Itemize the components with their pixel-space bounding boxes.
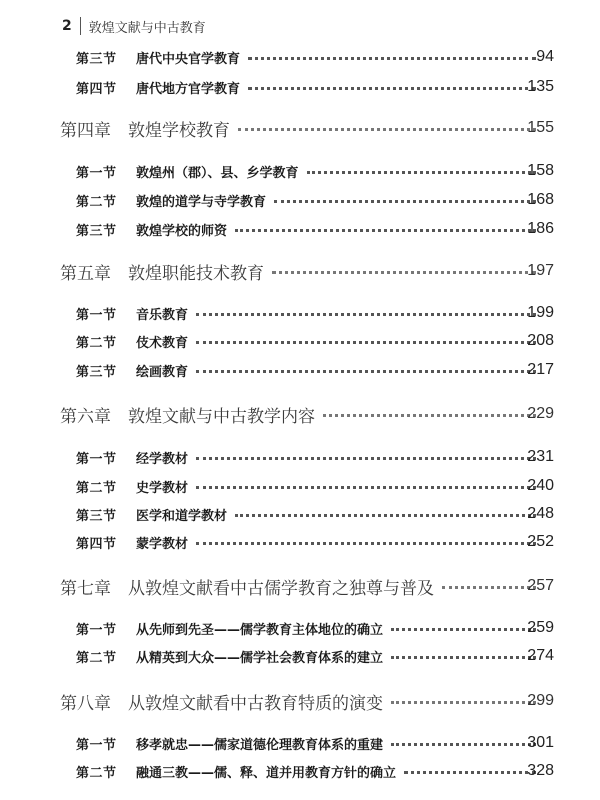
section-title-line [136, 533, 542, 552]
section-title: 从精英到大众——儒学社会教育体系的建立 [136, 650, 384, 666]
chapter-title-line [128, 689, 542, 714]
section-label: 第三节 [76, 508, 117, 524]
section-title: 史学教材 [136, 480, 189, 496]
section-label: 第一节 [76, 307, 117, 323]
section-label: 第二节 [76, 194, 117, 210]
dot-leader [391, 627, 536, 631]
chapter-title-line [128, 259, 542, 284]
dot-leader [196, 312, 536, 316]
page-number: 135 [527, 78, 554, 95]
toc-section-entry[interactable] [0, 46, 600, 68]
section-label: 第二节 [76, 335, 117, 351]
toc-chapter-entry[interactable] [0, 258, 600, 284]
section-label: 第三节 [76, 223, 117, 239]
chapter-title-line [128, 116, 542, 141]
dot-leader [391, 655, 536, 659]
page-number: 168 [527, 191, 554, 208]
page-number: 94 [536, 48, 554, 65]
toc-section-entry[interactable] [0, 732, 600, 754]
section-title: 敦煌州（郡）、县、乡学教育 [136, 165, 299, 181]
toc-section-entry[interactable] [0, 330, 600, 352]
toc-chapter-entry[interactable] [0, 573, 600, 599]
page-number: 155 [527, 119, 554, 136]
section-label: 第一节 [76, 737, 117, 753]
toc-section-entry[interactable] [0, 302, 600, 324]
dot-leader [196, 485, 536, 489]
section-title-line [136, 505, 542, 524]
section-title-line [136, 619, 542, 638]
section-title: 唐代地方官学教育 [136, 81, 241, 97]
page-number: 229 [527, 405, 554, 422]
section-label: 第一节 [76, 165, 117, 181]
section-label: 第四节 [76, 536, 117, 552]
page-number: 231 [527, 448, 554, 465]
dot-leader [196, 369, 536, 373]
page-number: 259 [527, 619, 554, 636]
page-number: 208 [527, 332, 554, 349]
section-title: 唐代中央官学教育 [136, 51, 241, 67]
page-number: 199 [527, 304, 554, 321]
toc-section-entry[interactable] [0, 76, 600, 98]
section-label: 第三节 [76, 51, 117, 67]
page-number: 328 [527, 762, 554, 779]
dot-leader [391, 700, 536, 704]
toc-chapter-entry[interactable] [0, 401, 600, 427]
section-title-line [136, 477, 542, 496]
toc-section-entry[interactable] [0, 645, 600, 667]
page-number: 186 [527, 220, 554, 237]
page-number: 301 [527, 734, 554, 751]
header-page-number: 2 [62, 18, 72, 34]
section-title-line [136, 647, 542, 666]
section-title-line [136, 448, 542, 467]
dot-leader [391, 742, 536, 746]
chapter-title: 从敦煌文献看中古儒学教育之独尊与普及 [128, 578, 434, 599]
dot-leader [442, 585, 536, 589]
toc-section-entry[interactable] [0, 531, 600, 553]
section-title: 敦煌学校的师资 [136, 223, 228, 239]
chapter-label: 第六章 [60, 406, 111, 427]
chapter-label: 第五章 [60, 263, 111, 284]
chapter-title: 敦煌文献与中古教学内容 [128, 406, 315, 427]
toc-section-entry[interactable] [0, 359, 600, 381]
dot-leader [404, 770, 536, 774]
section-label: 第一节 [76, 451, 117, 467]
page-number: 257 [527, 577, 554, 594]
section-title-line [136, 762, 542, 781]
chapter-label: 第七章 [60, 578, 111, 599]
chapter-title: 从敦煌文献看中古教育特质的演变 [128, 693, 383, 714]
section-label: 第一节 [76, 622, 117, 638]
page-number: 299 [527, 692, 554, 709]
dot-leader [196, 456, 536, 460]
dot-leader [196, 340, 536, 344]
dot-leader [196, 541, 536, 545]
dot-leader [274, 199, 536, 203]
section-title: 移孝就忠——儒家道德伦理教育体系的重建 [136, 737, 384, 753]
section-title: 绘画教育 [136, 364, 189, 380]
dot-leader [248, 86, 536, 90]
toc-section-entry[interactable] [0, 760, 600, 782]
chapter-label: 第四章 [60, 120, 111, 141]
dot-leader [235, 513, 536, 517]
section-title-line [136, 48, 542, 67]
page-number: 158 [527, 162, 554, 179]
section-title-line [136, 78, 542, 97]
section-title: 经学教材 [136, 451, 189, 467]
page-number: 252 [527, 533, 554, 550]
toc-section-entry[interactable] [0, 446, 600, 468]
section-title: 从先师到先圣——儒学教育主体地位的确立 [136, 622, 384, 638]
section-label: 第三节 [76, 364, 117, 380]
section-title: 敦煌的道学与寺学教育 [136, 194, 267, 210]
toc-section-entry[interactable] [0, 189, 600, 211]
section-title: 融通三教——儒、释、道并用教育方针的确立 [136, 765, 397, 781]
chapter-title: 敦煌学校教育 [128, 120, 230, 141]
toc-section-entry[interactable] [0, 617, 600, 639]
page-number: 240 [527, 477, 554, 494]
chapter-title-line [128, 402, 542, 427]
dot-leader [307, 170, 536, 174]
dot-leader [272, 270, 536, 274]
chapter-label: 第八章 [60, 693, 111, 714]
section-title: 医学和道学教材 [136, 508, 228, 524]
toc-section-entry[interactable] [0, 160, 600, 182]
dot-leader [235, 228, 536, 232]
toc-section-entry[interactable] [0, 218, 600, 240]
toc-chapter-entry[interactable] [0, 115, 600, 141]
toc-section-entry[interactable] [0, 503, 600, 525]
page-number: 217 [527, 361, 554, 378]
section-title-line [136, 162, 542, 181]
toc-section-entry[interactable] [0, 475, 600, 497]
section-title: 音乐教育 [136, 307, 189, 323]
section-title-line [136, 191, 542, 210]
page-number: 197 [527, 262, 554, 279]
toc-chapter-entry[interactable] [0, 688, 600, 714]
section-title-line [136, 220, 542, 239]
dot-leader [323, 413, 536, 417]
dot-leader [248, 56, 536, 60]
page-number: 248 [527, 505, 554, 522]
section-title-line [136, 361, 542, 380]
section-title-line [136, 304, 542, 323]
dot-leader [238, 127, 536, 131]
section-label: 第四节 [76, 81, 117, 97]
header-book-title: 敦煌文献与中古教育 [88, 20, 206, 36]
section-label: 第二节 [76, 480, 117, 496]
section-label: 第二节 [76, 650, 117, 666]
section-title: 蒙学教材 [136, 536, 189, 552]
section-title: 伎术教育 [136, 335, 189, 351]
page-number: 274 [527, 647, 554, 664]
chapter-title: 敦煌职能技术教育 [128, 263, 264, 284]
section-label: 第二节 [76, 765, 117, 781]
chapter-title-line [128, 574, 542, 599]
section-title-line [136, 734, 542, 753]
section-title-line [136, 332, 542, 351]
